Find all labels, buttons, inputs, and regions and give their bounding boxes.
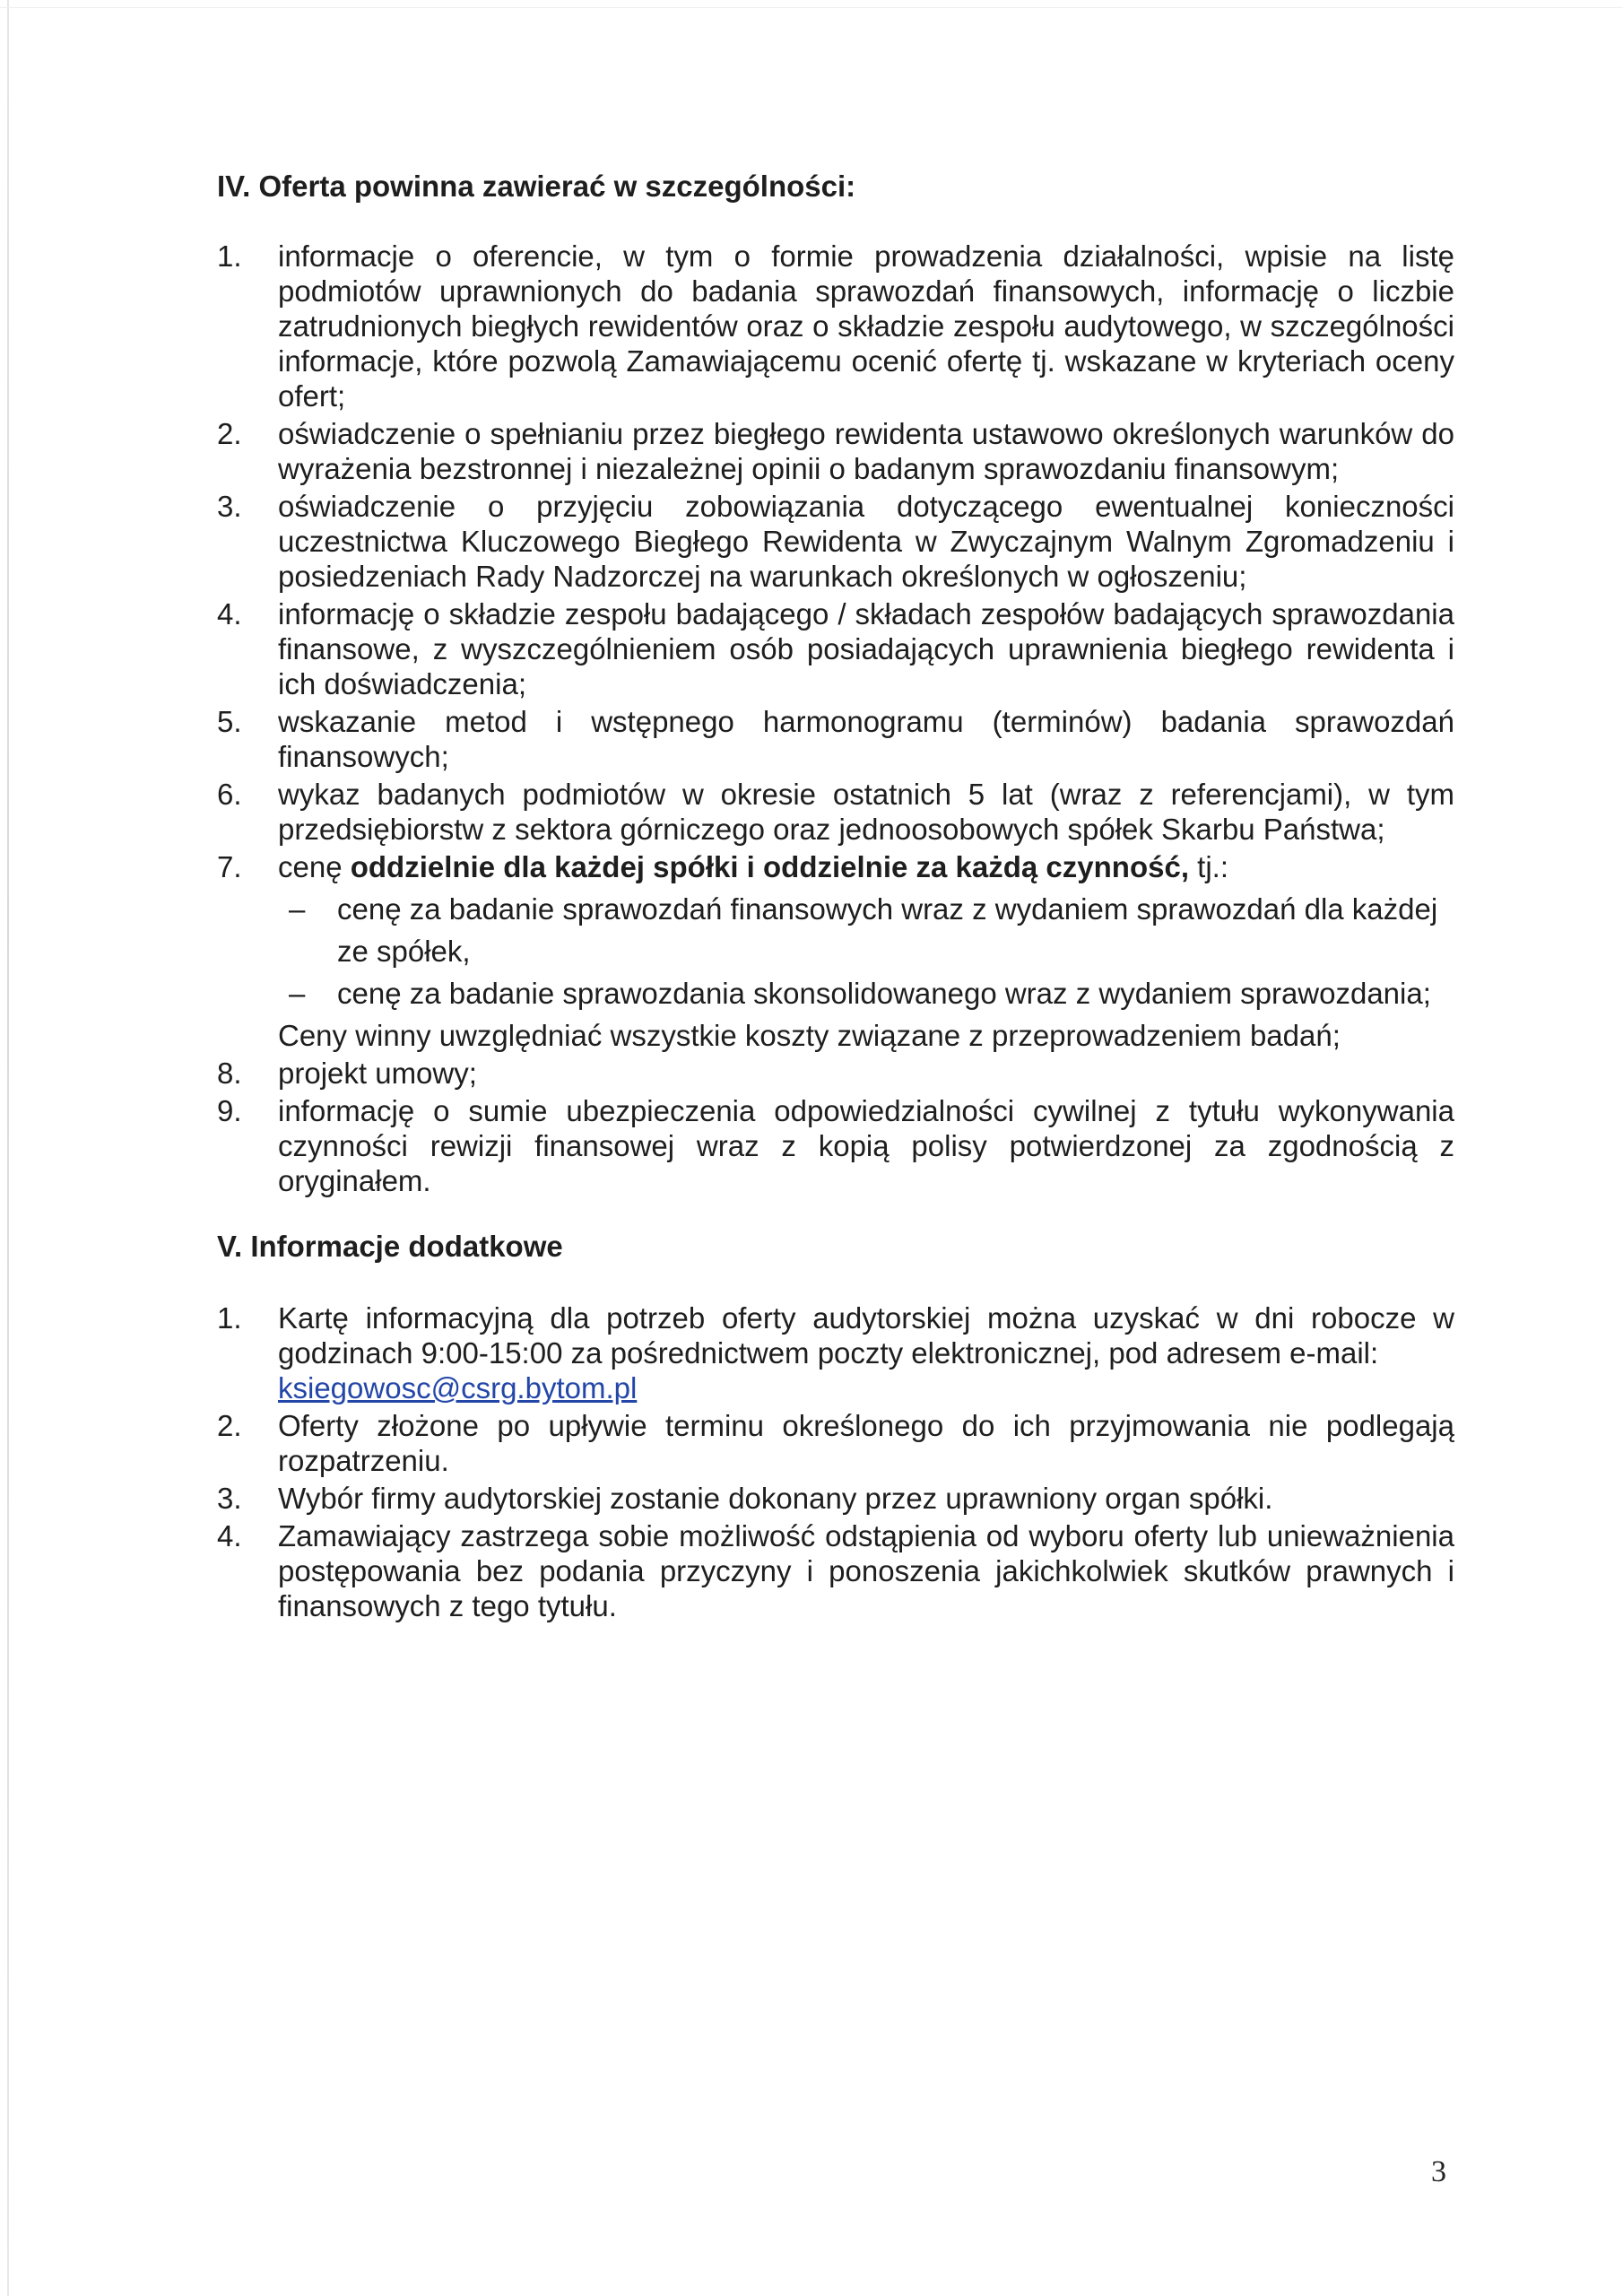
item-number: 4. (217, 1519, 242, 1552)
item-text: wskazanie metod i wstępnego harmonogramu (terminów) badania sprawozdań finansowych; (278, 705, 1454, 773)
item-text (278, 849, 1454, 884)
list-item (217, 489, 1454, 594)
item-number: 7. (217, 850, 242, 883)
item-number: 1. (217, 239, 242, 273)
list-item (217, 596, 1454, 701)
email-link[interactable]: ksiegowosc@csrg.bytom.pl (278, 1371, 638, 1405)
list-item (217, 1056, 1454, 1091)
list-item (217, 1408, 1454, 1478)
list-item (217, 239, 1454, 413)
item-number: 2. (217, 417, 242, 450)
price-text-post: tj.: (1188, 850, 1228, 883)
scan-edge-left (7, 0, 9, 2296)
item-text: Kartę informacyjną dla potrzeb oferty audytorskiej można uzyskać w dni robocze w godzinach 9:00-15:00 za pośrednictwem poczty elektronicznej, pod adresem e-mail: (278, 1301, 1454, 1370)
item-number: 6. (217, 778, 242, 811)
item-number: 3. (217, 1482, 242, 1515)
dash-bullet: – (289, 892, 306, 926)
item-number: 4. (217, 597, 242, 631)
item-text: informacje o oferencie, w tym o formie prowadzenia działalności, wpisie na listę podmiotów uprawnionych do badania sprawozdań finansowych, informację o liczbie zatrudnionych biegłych rewidentów oraz o składzie zespołu audytowego, w szczególności informacje, które pozwolą Zamawiającemu ocenić ofertę tj. wskazane w kryteriach oceny ofert; (278, 239, 1454, 413)
item-number: 9. (217, 1094, 242, 1127)
item-number: 1. (217, 1301, 242, 1335)
item-number: 5. (217, 705, 242, 738)
price-text-bold: oddzielnie dla każdej spółki i oddzielnie za każdą czynność, (350, 850, 1189, 883)
item-text: Zamawiający zastrzega sobie możliwość odstąpienia od wyboru oferty lub unieważnienia postępowania bez podania przyczyny i ponoszenia jakichkolwiek skutków prawnych i finansowych z tego tytułu. (278, 1519, 1454, 1622)
price-dash-list (278, 888, 1454, 1014)
list-item (217, 1518, 1454, 1623)
item-text: informację o składzie zespołu badającego / składach zespołów badających sprawozdania finansowe, z wyszczególnieniem osób posiadających uprawnienia biegłego rewidenta i ich doświadczenia; (278, 597, 1454, 700)
item-text: oświadczenie o przyjęciu zobowiązania dotyczącego ewentualnej konieczności uczestnictwa Kluczowego Biegłego Rewidenta w Zwyczajnym Walnym Zgromadzeniu i posiedzeniach Rady Nadzorczej na warunkach określonych w ogłoszeniu; (278, 490, 1454, 593)
list-item (217, 1093, 1454, 1198)
section-iv-list (217, 239, 1454, 1198)
dash-item (278, 888, 1454, 972)
dash-bullet: – (289, 977, 306, 1010)
section-v-heading: V. Informacje dodatkowe (217, 1230, 563, 1263)
page-number: 3 (1431, 2155, 1446, 2188)
item-text: projekt umowy; (278, 1057, 477, 1090)
section-v-list (217, 1300, 1454, 1623)
list-item-price (217, 849, 1454, 1053)
document-content (217, 169, 1454, 1626)
price-note: Ceny winny uwzględniać wszystkie koszty związane z przeprowadzeniem badań; (278, 1019, 1341, 1052)
scan-edge-top (0, 7, 1623, 8)
list-item (217, 777, 1454, 847)
list-item (217, 416, 1454, 486)
dash-item (278, 972, 1454, 1014)
item-text: oświadczenie o spełnianiu przez biegłego rewidenta ustawowo określonych warunków do wyrażenia bezstronnej i niezależnej opinii o badanym sprawozdaniu finansowym; (278, 417, 1454, 485)
dash-text: cenę za badanie sprawozdań finansowych wraz z wydaniem sprawozdań dla każdej ze spółek, (337, 892, 1438, 968)
item-text: Wybór firmy audytorskiej zostanie dokonany przez uprawniony organ spółki. (278, 1482, 1273, 1515)
list-item (217, 704, 1454, 774)
item-text: wykaz badanych podmiotów w okresie ostatnich 5 lat (wraz z referencjami), w tym przedsiębiorstw z sektora górniczego oraz jednoosobowych spółek Skarbu Państwa; (278, 778, 1454, 846)
list-item (217, 1300, 1454, 1405)
item-text: informację o sumie ubezpieczenia odpowiedzialności cywilnej z tytułu wykonywania czynności rewizji finansowej wraz z kopią polisy potwierdzonej za zgodnością z oryginałem. (278, 1094, 1454, 1197)
dash-text: cenę za badanie sprawozdania skonsolidowanego wraz z wydaniem sprawozdania; (337, 977, 1431, 1010)
list-item (217, 1481, 1454, 1516)
item-text: Oferty złożone po upływie terminu określonego do ich przyjmowania nie podlegają rozpatrzeniu. (278, 1409, 1454, 1477)
section-iv-heading: IV. Oferta powinna zawierać w szczególności: (217, 170, 856, 203)
item-number: 3. (217, 490, 242, 523)
price-text-pre: cenę (278, 850, 351, 883)
item-number: 8. (217, 1057, 242, 1090)
item-number: 2. (217, 1409, 242, 1442)
